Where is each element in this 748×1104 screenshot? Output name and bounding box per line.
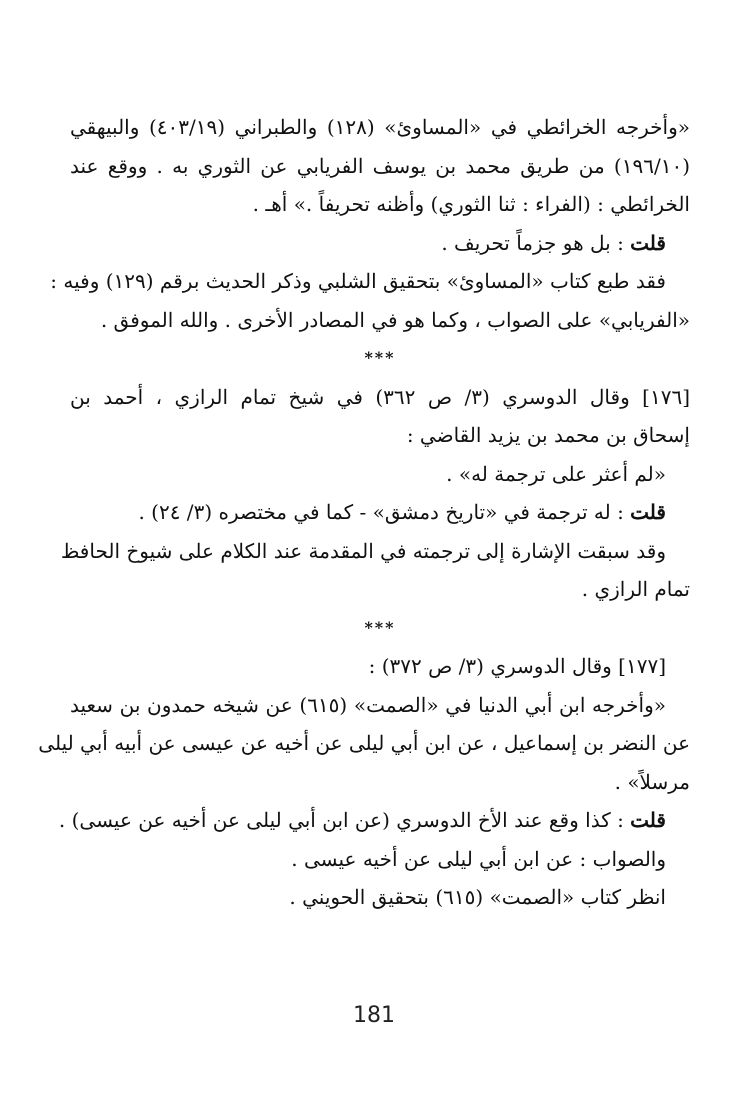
body-line-9: إسحاق بن محمد بن يزيد القاضي : (406, 423, 690, 447)
qultu-keyword: قلت (630, 808, 666, 832)
body-line-6: «الفريابي» على الصواب ، وكما هو في المصادر الأخرى . والله الموفق . (100, 307, 690, 332)
section-separator-2: *** (364, 617, 396, 637)
page-number: 181 (353, 1003, 395, 1028)
body-line-17: عن النضر بن إسماعيل ، عن ابن أبي ليلى عن أخيه عن عيسى عن أبيه أبي ليلى (38, 731, 690, 755)
page-body (38, 108, 691, 917)
qultu-line-3 (58, 801, 690, 840)
body-line-21: انظر كتاب «الصمت» (٦١٥) بتحقيق الحويني . (289, 885, 666, 909)
section-separator-1: *** (364, 348, 396, 367)
quote-line-176: «لم أعثر على ترجمة له» . (446, 461, 666, 486)
body-line-5: فقد طبع كتاب «المساوئ» بتحقيق الشلبي وذكر الحديث برقم (١٢٩) وفيه : (50, 269, 666, 293)
body-line-18: مرسلاً» . (614, 769, 690, 794)
qultu-line-1 (70, 224, 690, 263)
qultu-text: : بل هو جزماً تحريف . (441, 230, 631, 255)
qultu-line-2 (70, 493, 690, 532)
body-line-20: والصواب : عن ابن أبي ليلى عن أخيه عيسى . (291, 846, 666, 871)
qultu-text: : له ترجمة في «تاريخ دمشق» - كما في مختصره (٣/ ٢٤) . (138, 500, 631, 524)
qultu-keyword: قلت (630, 230, 666, 255)
entry-177-heading: [١٧٧] وقال الدوسري (٣/ ص ٣٧٢) : (368, 654, 666, 678)
body-line-1: «وأخرجه الخرائطي في «المساوئ» (١٢٨) والطبراني (٤٠٣/١٩) والبيهقي (70, 115, 690, 139)
body-line-2: (١٩٦/١٠) من طريق محمد بن يوسف الفريابي عن الثوري به . ووقع عند (70, 153, 690, 178)
body-line-3: الخرائطي : (الفراء : ثنا الثوري) وأظنه تحريفاً .» أهـ . (252, 192, 690, 216)
body-line-16: «وأخرجه ابن أبي الدنيا في «الصمت» (٦١٥) عن شيخه حمدون بن سعيد (70, 692, 666, 717)
qultu-text: : كذا وقع عند الأخ الدوسري (عن ابن أبي ليلى عن أخيه عن عيسى) . (58, 808, 631, 832)
entry-176-heading: [١٧٦] وقال الدوسري (٣/ ص ٣٦٢) في شيخ تمام الرازي ، أحمد بن (70, 384, 691, 409)
body-line-12: وقد سبقت الإشارة إلى ترجمته في المقدمة عند الكلام على شيوخ الحافظ (60, 538, 666, 563)
body-line-13: تمام الرازي . (581, 577, 690, 601)
qultu-keyword: قلت (630, 500, 666, 524)
